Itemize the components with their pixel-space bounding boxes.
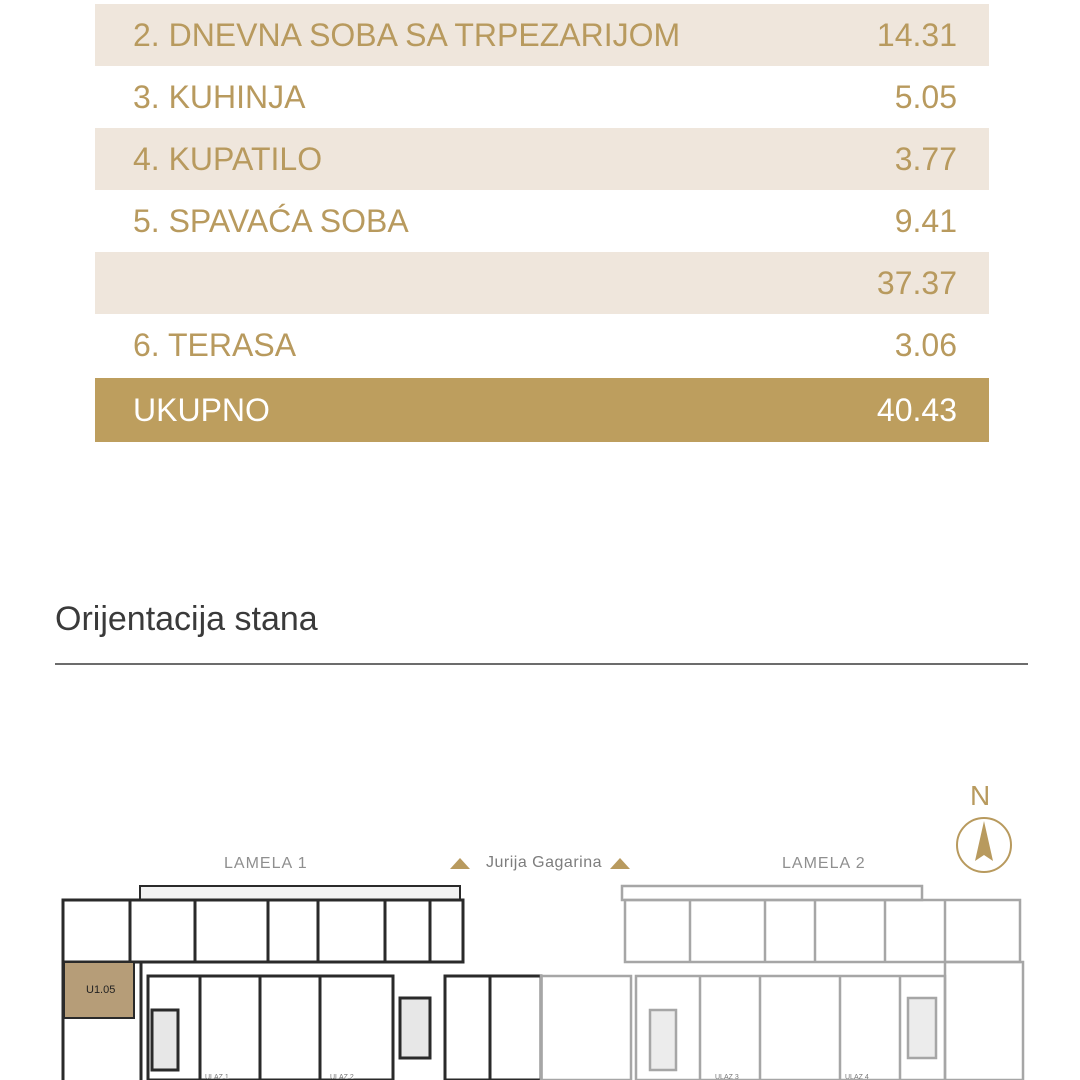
total-row <box>95 378 989 442</box>
room-row <box>95 128 989 190</box>
room-area: 14.31 <box>876 16 957 53</box>
lamela-2-plan <box>541 886 1023 1080</box>
room-area: 9.41 <box>894 202 957 239</box>
entrance-label: ULAZ 1 <box>205 1074 229 1080</box>
room-area: 5.05 <box>894 78 957 115</box>
section-divider <box>55 663 1028 665</box>
compass-icon <box>954 815 1014 875</box>
room-area: 3.77 <box>894 140 957 177</box>
room-area: 3.06 <box>894 326 957 363</box>
subtotal-row <box>95 252 989 314</box>
street-marker-icon <box>450 856 470 870</box>
room-area-table <box>95 0 989 438</box>
room-label: 3. KUHINJA <box>133 78 306 115</box>
total-area: 40.43 <box>876 391 957 428</box>
room-row <box>95 314 989 376</box>
room-label: 4. KUPATILO <box>133 140 323 177</box>
lamela-1-label: LAMELA 1 <box>224 855 308 872</box>
total-label: UKUPNO <box>133 391 270 428</box>
room-label: 5. SPAVAĆA SOBA <box>133 202 409 239</box>
room-row <box>95 4 989 66</box>
entrance-label: ULAZ 3 <box>715 1074 739 1080</box>
building-floor-plan <box>0 880 1080 1080</box>
room-row <box>95 190 989 252</box>
street-marker-icon <box>610 856 630 870</box>
entrance-label: ULAZ 4 <box>845 1074 869 1080</box>
section-title: Orijentacija stana <box>55 600 318 638</box>
street-label: Jurija Gagarina <box>486 854 602 871</box>
room-row <box>95 66 989 128</box>
unit-label: U1.05 <box>86 984 116 996</box>
entrance-label: ULAZ 2 <box>330 1074 354 1080</box>
room-label: 2. DNEVNA SOBA SA TRPEZARIJOM <box>133 16 681 53</box>
subtotal-area: 37.37 <box>876 264 957 301</box>
compass-north-label: N <box>970 780 991 811</box>
lamela-2-label: LAMELA 2 <box>782 855 866 872</box>
room-label: 6. TERASA <box>133 326 297 363</box>
